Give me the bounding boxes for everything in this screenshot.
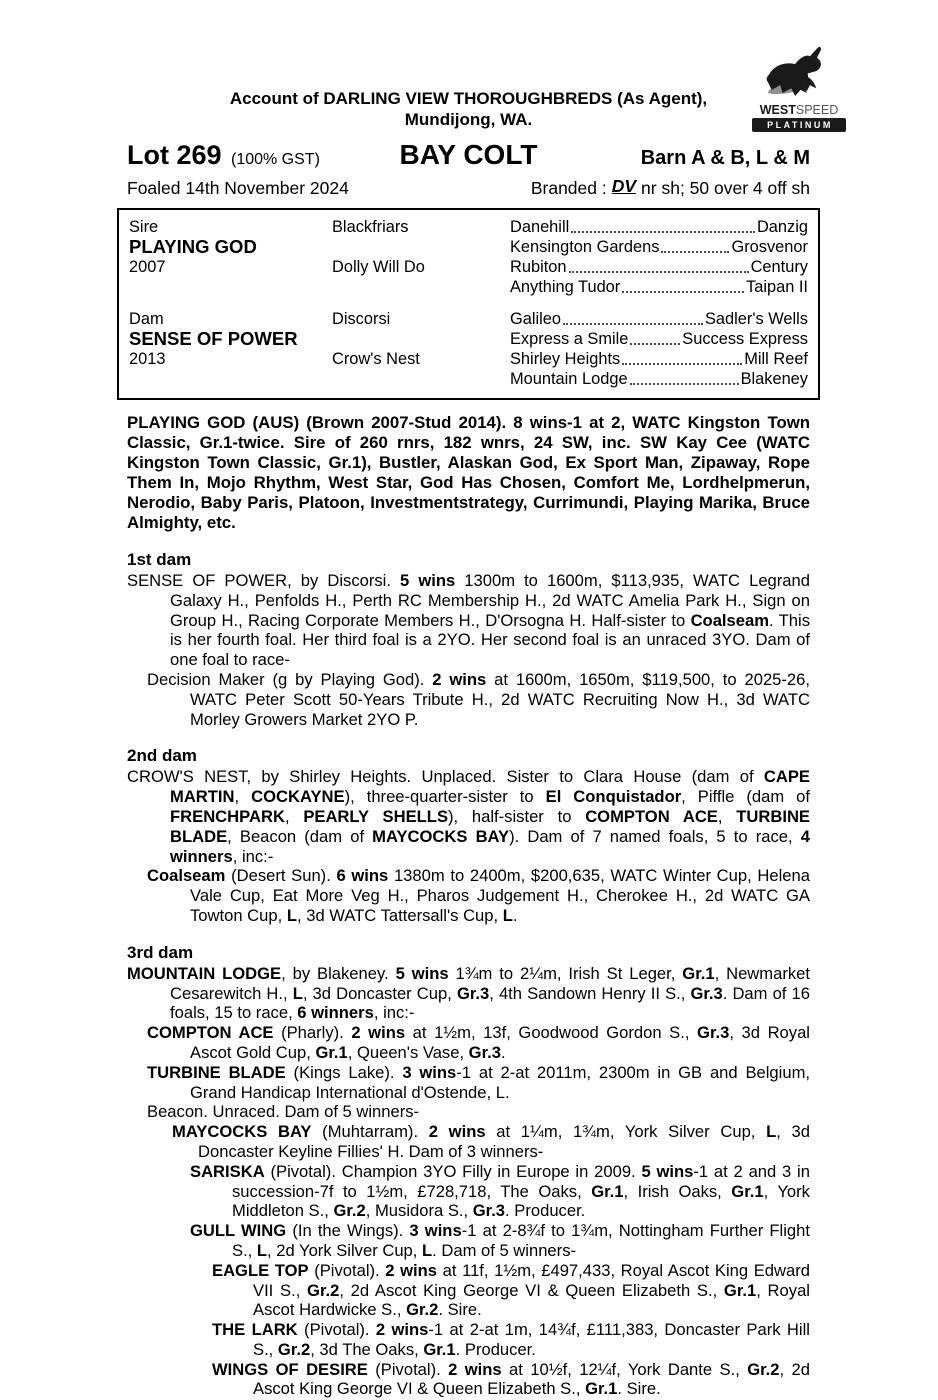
dot-leader xyxy=(630,383,739,385)
ancestor-name: Shirley Heights xyxy=(510,350,621,368)
ancestor-name: Rubiton xyxy=(510,258,567,276)
ancestor-name: Danehill xyxy=(510,218,570,236)
sire-summary-paragraph: PLAYING GOD (AUS) (Brown 2007-Stud 2014). 8 wins-1 at 2, WATC Kingston Town Classic, Gr.1-twice. Sire of 260 rnrs, 182 wnrs, 24 SW, inc. SW Kay Cee (WATC Kingston Town Classic, Gr.1), Bustler, Alaskan God, Ex Sport Man, Zipaway, Rope Them In, Mojo Rhythm, West Star, God Has Chosen, Comfort Me, Lordhelpmerun, Nerodio, Baby Paris, Platoon, Investmentstrategy, Currimundi, Playing Marika, Bruce Almighty, etc. xyxy=(127,413,810,532)
sire-role-label: Sire xyxy=(129,218,159,236)
horse-title: BAY COLT xyxy=(399,139,538,170)
lot-left xyxy=(127,140,400,171)
pedigree-paragraph: SENSE OF POWER, by Discorsi. 5 wins 1300m to 1600m, $113,935, WATC Legrand Galaxy H., Penfolds H., Perth RC Membership H., 2d WATC Amelia Park H., Sign on Group H., Racing Corporate Members H., D'Orsogna H. Half-sister to Coalseam. This is her fourth foal. Her third foal is a 2YO. Her second foal is an unraced 3YO. Dam of one foal to race- xyxy=(127,571,810,670)
ancestor-row xyxy=(510,309,808,329)
pedigree-paragraph: SARISKA (Pivotal). Champion 3YO Filly in Europe in 2009. 5 wins-1 at 2 and 3 in succession-7f to 1½m, £728,718, The Oaks, Gr.1, Irish Oaks, Gr.1, York Middleton S., Gr.2, Musidora S., Gr.3. Producer. xyxy=(190,1161,810,1221)
sire-parents-col xyxy=(332,217,510,297)
dot-leader xyxy=(630,343,680,345)
ancestor-parent-name: Grosvenor xyxy=(731,238,808,256)
section-heading: 2nd dam xyxy=(127,746,197,766)
account-of-vendor xyxy=(127,88,810,130)
ancestor-name: Galileo xyxy=(510,310,562,328)
pedigree-table xyxy=(117,208,820,400)
ancestor-parent-name: Blakeney xyxy=(740,370,808,388)
parent-name: Crow's Nest xyxy=(332,350,420,368)
lot-number: Lot 269 xyxy=(127,140,222,170)
ancestor-row xyxy=(510,329,808,349)
branded-label: Branded : xyxy=(530,178,607,198)
parent-name: Discorsi xyxy=(332,310,391,328)
account-line-1: Account of DARLING VIEW THOROUGHBREDS (As Agent), xyxy=(229,89,708,108)
dam-ancestors-col xyxy=(510,309,808,389)
pedigree-paragraph: CROW'S NEST, by Shirley Heights. Unplaced. Sister to Clara House (dam of CAPE MARTIN, COCKAYNE), three-quarter-sister to El Conquistador, Piffle (dam of FRENCHPARK, PEARLY SHELLS), half-sister to COMPTON ACE, TURBINE BLADE, Beacon (dam of MAYCOCKS BAY). Dam of 7 named foals, 5 to race, 4 winners, inc:- xyxy=(127,767,810,866)
pedigree-paragraph: EAGLE TOP (Pivotal). 2 wins at 11f, 1½m, £497,433, Royal Ascot King Edward VII S., Gr.2, 2d Ascot King George VI & Queen Elizabeth S., Gr.1, Royal Ascot Hardwicke S., Gr.2. Sire. xyxy=(212,1260,810,1320)
dam-role-label: Dam xyxy=(129,310,164,328)
dam-year: 2013 xyxy=(129,350,166,368)
dot-leader xyxy=(571,231,755,233)
pedigree-paragraph: GULL WING (In the Wings). 3 wins-1 at 2-8¾f to 1¾m, Nottingham Further Flight S., L, 2d York Silver Cup, L. Dam of 5 winners- xyxy=(190,1221,810,1260)
ancestor-row xyxy=(510,237,808,257)
section-heading: 1st dam xyxy=(127,550,192,569)
parent-name: Dolly Will Do xyxy=(332,258,425,276)
ancestor-name: Express a Smile xyxy=(510,330,629,348)
ancestor-name: Mountain Lodge xyxy=(510,370,628,388)
platinum-badge: PLATINUM xyxy=(752,118,846,132)
pedigree-paragraph: MOUNTAIN LODGE, by Blakeney. 5 wins 1¾m to 2¼m, Irish St Leger, Gr.1, Newmarket Cesarewitch H., L, 3d Doncaster Cup, Gr.3, 4th Sandown Henry II S., Gr.3. Dam of 16 foals, 15 to race, 6 winners, inc:- xyxy=(127,963,810,1023)
foaled-row xyxy=(127,178,810,199)
westspeed-word-light: SPEED xyxy=(795,103,839,117)
dot-leader xyxy=(563,323,703,325)
sire-ancestors-col xyxy=(510,217,808,297)
ancestor-parent-name: Century xyxy=(750,258,808,276)
section-heading: 3rd dam xyxy=(127,942,194,962)
dam-sections xyxy=(127,550,810,1399)
sire-id-cell xyxy=(129,217,332,297)
dot-leader xyxy=(622,291,744,293)
pedigree-paragraph: Coalseam (Desert Sun). 6 wins 1380m to 2400m, $200,635, WATC Winter Cup, Helena Vale Cup, Eat More Veg H., Pharos Judgement H., Cherokee H., 2d WATC GA Towton Cup, L, 3d WATC Tattersall's Cup, L. xyxy=(147,866,810,925)
westspeed-word-bold: WEST xyxy=(759,103,796,117)
pedigree-paragraph: COMPTON ACE (Pharly). 2 wins at 1½m, 13f, Goodwood Gordon S., Gr.3, 3d Royal Ascot Gold Cup, Gr.1, Queen's Vase, Gr.3. xyxy=(147,1023,810,1062)
dam-id-cell xyxy=(129,309,332,389)
dam-name: SENSE OF POWER xyxy=(129,328,298,349)
foaled-date: Foaled 14th November 2024 xyxy=(127,178,349,198)
dam-parents-col xyxy=(332,309,510,389)
pedigree-sire-block xyxy=(129,217,808,297)
ancestor-parent-name: Taipan II xyxy=(746,278,808,296)
ancestor-row xyxy=(510,277,808,297)
ancestor-row xyxy=(510,217,808,237)
ancestor-parent-name: Sadler's Wells xyxy=(704,310,808,328)
lot-row xyxy=(127,139,810,171)
ancestor-parent-name: Danzig xyxy=(756,218,808,236)
pedigree-paragraph: WINGS OF DESIRE (Pivotal). 2 wins at 10½f, 12¼f, York Dante S., Gr.2, 2d Ascot King George VI & Queen Elizabeth S., Gr.1. Sire. xyxy=(212,1359,810,1399)
ancestor-name: Anything Tudor xyxy=(510,278,621,296)
ancestor-row xyxy=(510,369,808,389)
sire-name: PLAYING GOD xyxy=(129,236,257,257)
ancestor-parent-name: Mill Reef xyxy=(744,350,808,368)
pedigree-paragraph: Beacon. Unraced. Dam of 5 winners- xyxy=(147,1102,420,1122)
pedigree-dam-block xyxy=(129,309,808,389)
pedigree-paragraph: THE LARK (Pivotal). 2 wins-1 at 2-at 1m, 14¾f, £111,383, Doncaster Park Hill S., Gr.2, 3d The Oaks, Gr.1. Producer. xyxy=(212,1320,810,1359)
ancestor-parent-name: Success Express xyxy=(682,330,808,348)
pedigree-paragraph: Decision Maker (g by Playing God). 2 wins at 1600m, 1650m, $119,500, to 2025-26, WATC Peter Scott 50-Years Tribute H., 2d WATC Recruiting Now H., 3d WATC Morley Growers Market 2YO P. xyxy=(147,669,810,729)
pedigree-paragraph: MAYCOCKS BAY (Muhtarram). 2 wins at 1¼m, 1¾m, York Silver Cup, L, 3d Doncaster Keyline Fillies' H. Dam of 3 winners- xyxy=(172,1122,811,1161)
branded-detail: nr sh; 50 over 4 off sh xyxy=(641,178,810,198)
account-line-2: Mundijong, WA. xyxy=(404,110,533,129)
ancestor-row xyxy=(510,257,808,277)
parent-name: Blackfriars xyxy=(332,218,409,236)
brand-mark: DV xyxy=(611,176,637,196)
gst-note: (100% GST) xyxy=(230,151,320,168)
ancestor-row xyxy=(510,349,808,369)
dot-leader xyxy=(622,363,742,365)
ancestor-name: Kensington Gardens xyxy=(510,238,660,256)
branded-info xyxy=(531,178,810,199)
pedigree-paragraph: TURBINE BLADE (Kings Lake). 3 wins-1 at 2-at 2011m, 2300m in GB and Belgium, Grand Handicap International d'Ostende, L. xyxy=(147,1062,811,1102)
barn-info: Barn A & B, L & M xyxy=(640,147,810,169)
sire-year: 2007 xyxy=(129,258,166,276)
dot-leader xyxy=(661,251,729,253)
dot-leader xyxy=(569,271,749,273)
